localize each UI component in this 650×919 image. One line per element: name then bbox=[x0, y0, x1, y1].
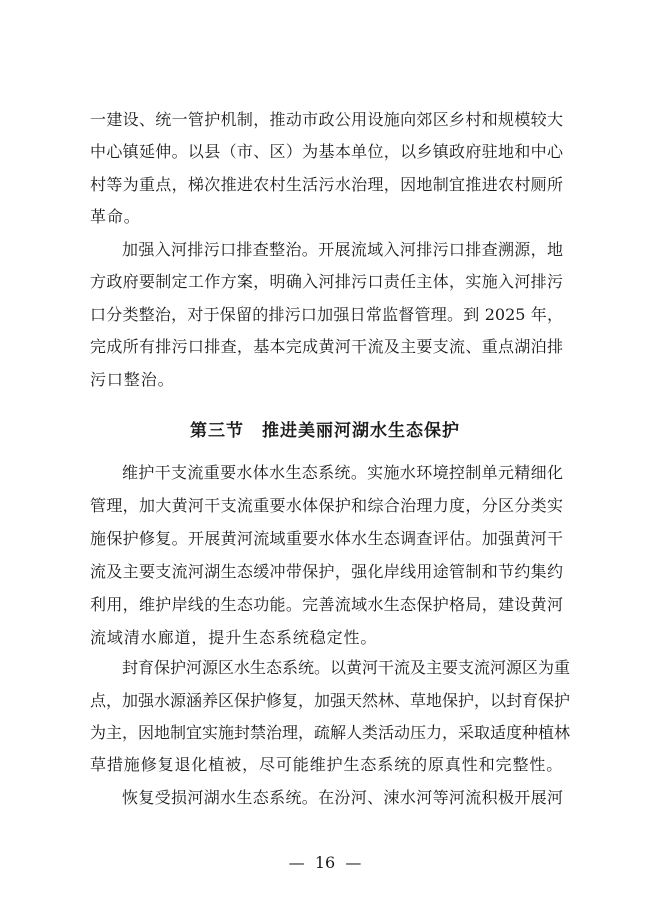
text-line: 方政府要制定工作方案，明确入河排污口责任主体，实施入河排污 bbox=[90, 272, 563, 291]
text-line: 封育保护河源区水生态系统。以黄河干流及主要支流河源区为重 bbox=[122, 658, 571, 677]
text-line: 口分类整治，对于保留的排污口加强日常监督管理。到 2025 年， bbox=[90, 305, 563, 324]
text-line: 中心镇延伸。以县（市、区）为基本单位，以乡镇政府驻地和中心 bbox=[90, 142, 563, 161]
text-line: 村等为重点，梯次推进农村生活污水治理，因地制宜推进农村厕所 bbox=[90, 175, 563, 194]
text-line: 点，加强水源涵养区保护修复，加强天然林、草地保护，以封育保护 bbox=[90, 691, 571, 710]
text-line: 革命。 bbox=[90, 207, 141, 226]
page-number: — 16 — bbox=[288, 853, 362, 872]
text-line: 管理，加大黄河干支流重要水体保护和综合治理力度，分区分类实 bbox=[90, 496, 563, 515]
text-line: 一建设、统一管护机制，推动市政公用设施向郊区乡村和规模较大 bbox=[90, 110, 563, 129]
section-heading: 第三节 推进美丽河湖水生态保护 bbox=[190, 421, 460, 441]
text-line: 草措施修复退化植被，尽可能维护生态系统的原真性和完整性。 bbox=[90, 755, 564, 774]
text-line: 流及主要支流河湖生态缓冲带保护，强化岸线用途管制和节约集约 bbox=[90, 562, 563, 581]
text-line: 完成所有排污口排查，基本完成黄河干流及主要支流、重点湖泊排 bbox=[90, 337, 563, 356]
text-line: 污口整治。 bbox=[90, 370, 175, 389]
text-line: 流域清水廊道，提升生态系统稳定性。 bbox=[90, 628, 378, 647]
text-line: 加强入河排污口排查整治。开展流域入河排污口排查溯源，地 bbox=[122, 240, 563, 259]
text-line: 维护干支流重要水体水生态系统。实施水环境控制单元精细化 bbox=[122, 463, 563, 482]
text-line: 利用，维护岸线的生态功能。完善流域水生态保护格局，建设黄河 bbox=[90, 595, 563, 614]
text-line: 为主，因地制宜实施封禁治理，疏解人类活动压力，采取适度种植林 bbox=[90, 723, 571, 742]
text-line: 恢复受损河湖水生态系统。在汾河、涑水河等河流积极开展河 bbox=[122, 788, 563, 807]
text-line: 施保护修复。开展黄河流域重要水体水生态调查评估。加强黄河干 bbox=[90, 529, 563, 548]
